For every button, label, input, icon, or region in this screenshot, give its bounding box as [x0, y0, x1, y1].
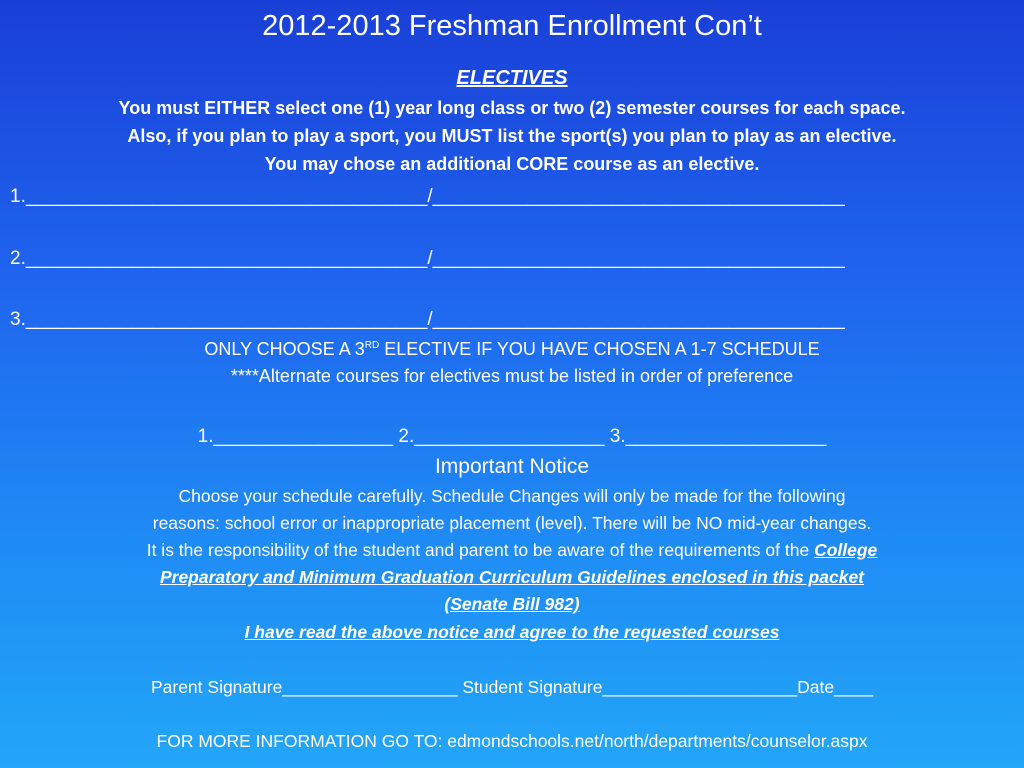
signature-line[interactable]: Parent Signature__________________ Student Signature____________________Date____: [150, 677, 874, 697]
guidelines-link-part-2[interactable]: Preparatory and Minimum Graduation Curriculum Guidelines enclosed in this packet: [159, 567, 865, 587]
third-elective-note: [0, 339, 1024, 360]
guidelines-link-part-1[interactable]: College: [814, 540, 878, 560]
agreement-statement: I have read the above notice and agree to the requested courses: [244, 622, 780, 642]
notice-line-2: reasons: school error or inappropriate placement (level). There will be NO mid-year changes.: [152, 513, 872, 533]
notice-line-3-prefix: It is the responsibility of the student and parent to be aware of the requirements of the: [146, 540, 815, 560]
page-title: 2012-2013 Freshman Enrollment Con’t: [262, 10, 762, 42]
more-info-line: FOR MORE INFORMATION GO TO: edmondschools.net/north/departments/counselor.aspx: [156, 731, 868, 751]
elective-blank-3[interactable]: 3.______________________________________/_______________________________________: [10, 309, 845, 330]
alternate-blanks[interactable]: 1._________________ 2.__________________ 3.___________________: [197, 426, 827, 447]
electives-instruction-1: You must EITHER select one (1) year long class or two (2) semester courses for each space.: [118, 98, 906, 118]
elective-blank-1[interactable]: 1.______________________________________/_______________________________________: [10, 186, 845, 207]
senate-bill-link[interactable]: (Senate Bill 982): [444, 594, 580, 614]
notice-heading: Important Notice: [434, 455, 590, 478]
alternate-note: ****Alternate courses for electives must be listed in order of preference: [230, 366, 794, 386]
elective-blank-2[interactable]: 2.______________________________________/_______________________________________: [10, 248, 845, 269]
electives-instruction-3: You may chose an additional CORE course as an elective.: [264, 154, 760, 174]
third-elective-note-before: ONLY CHOOSE A 3: [204, 339, 365, 359]
third-elective-note-after: ELECTIVE IF YOU HAVE CHOSEN A 1-7 SCHEDULE: [379, 339, 820, 359]
notice-line-3: [0, 540, 1024, 561]
electives-instruction-2: Also, if you plan to play a sport, you MUST list the sport(s) you plan to play as an elective.: [127, 126, 897, 146]
third-elective-note-sup: RD: [364, 340, 380, 351]
electives-heading: ELECTIVES: [456, 67, 568, 89]
notice-line-1: Choose your schedule carefully. Schedule Changes will only be made for the following: [178, 486, 846, 506]
